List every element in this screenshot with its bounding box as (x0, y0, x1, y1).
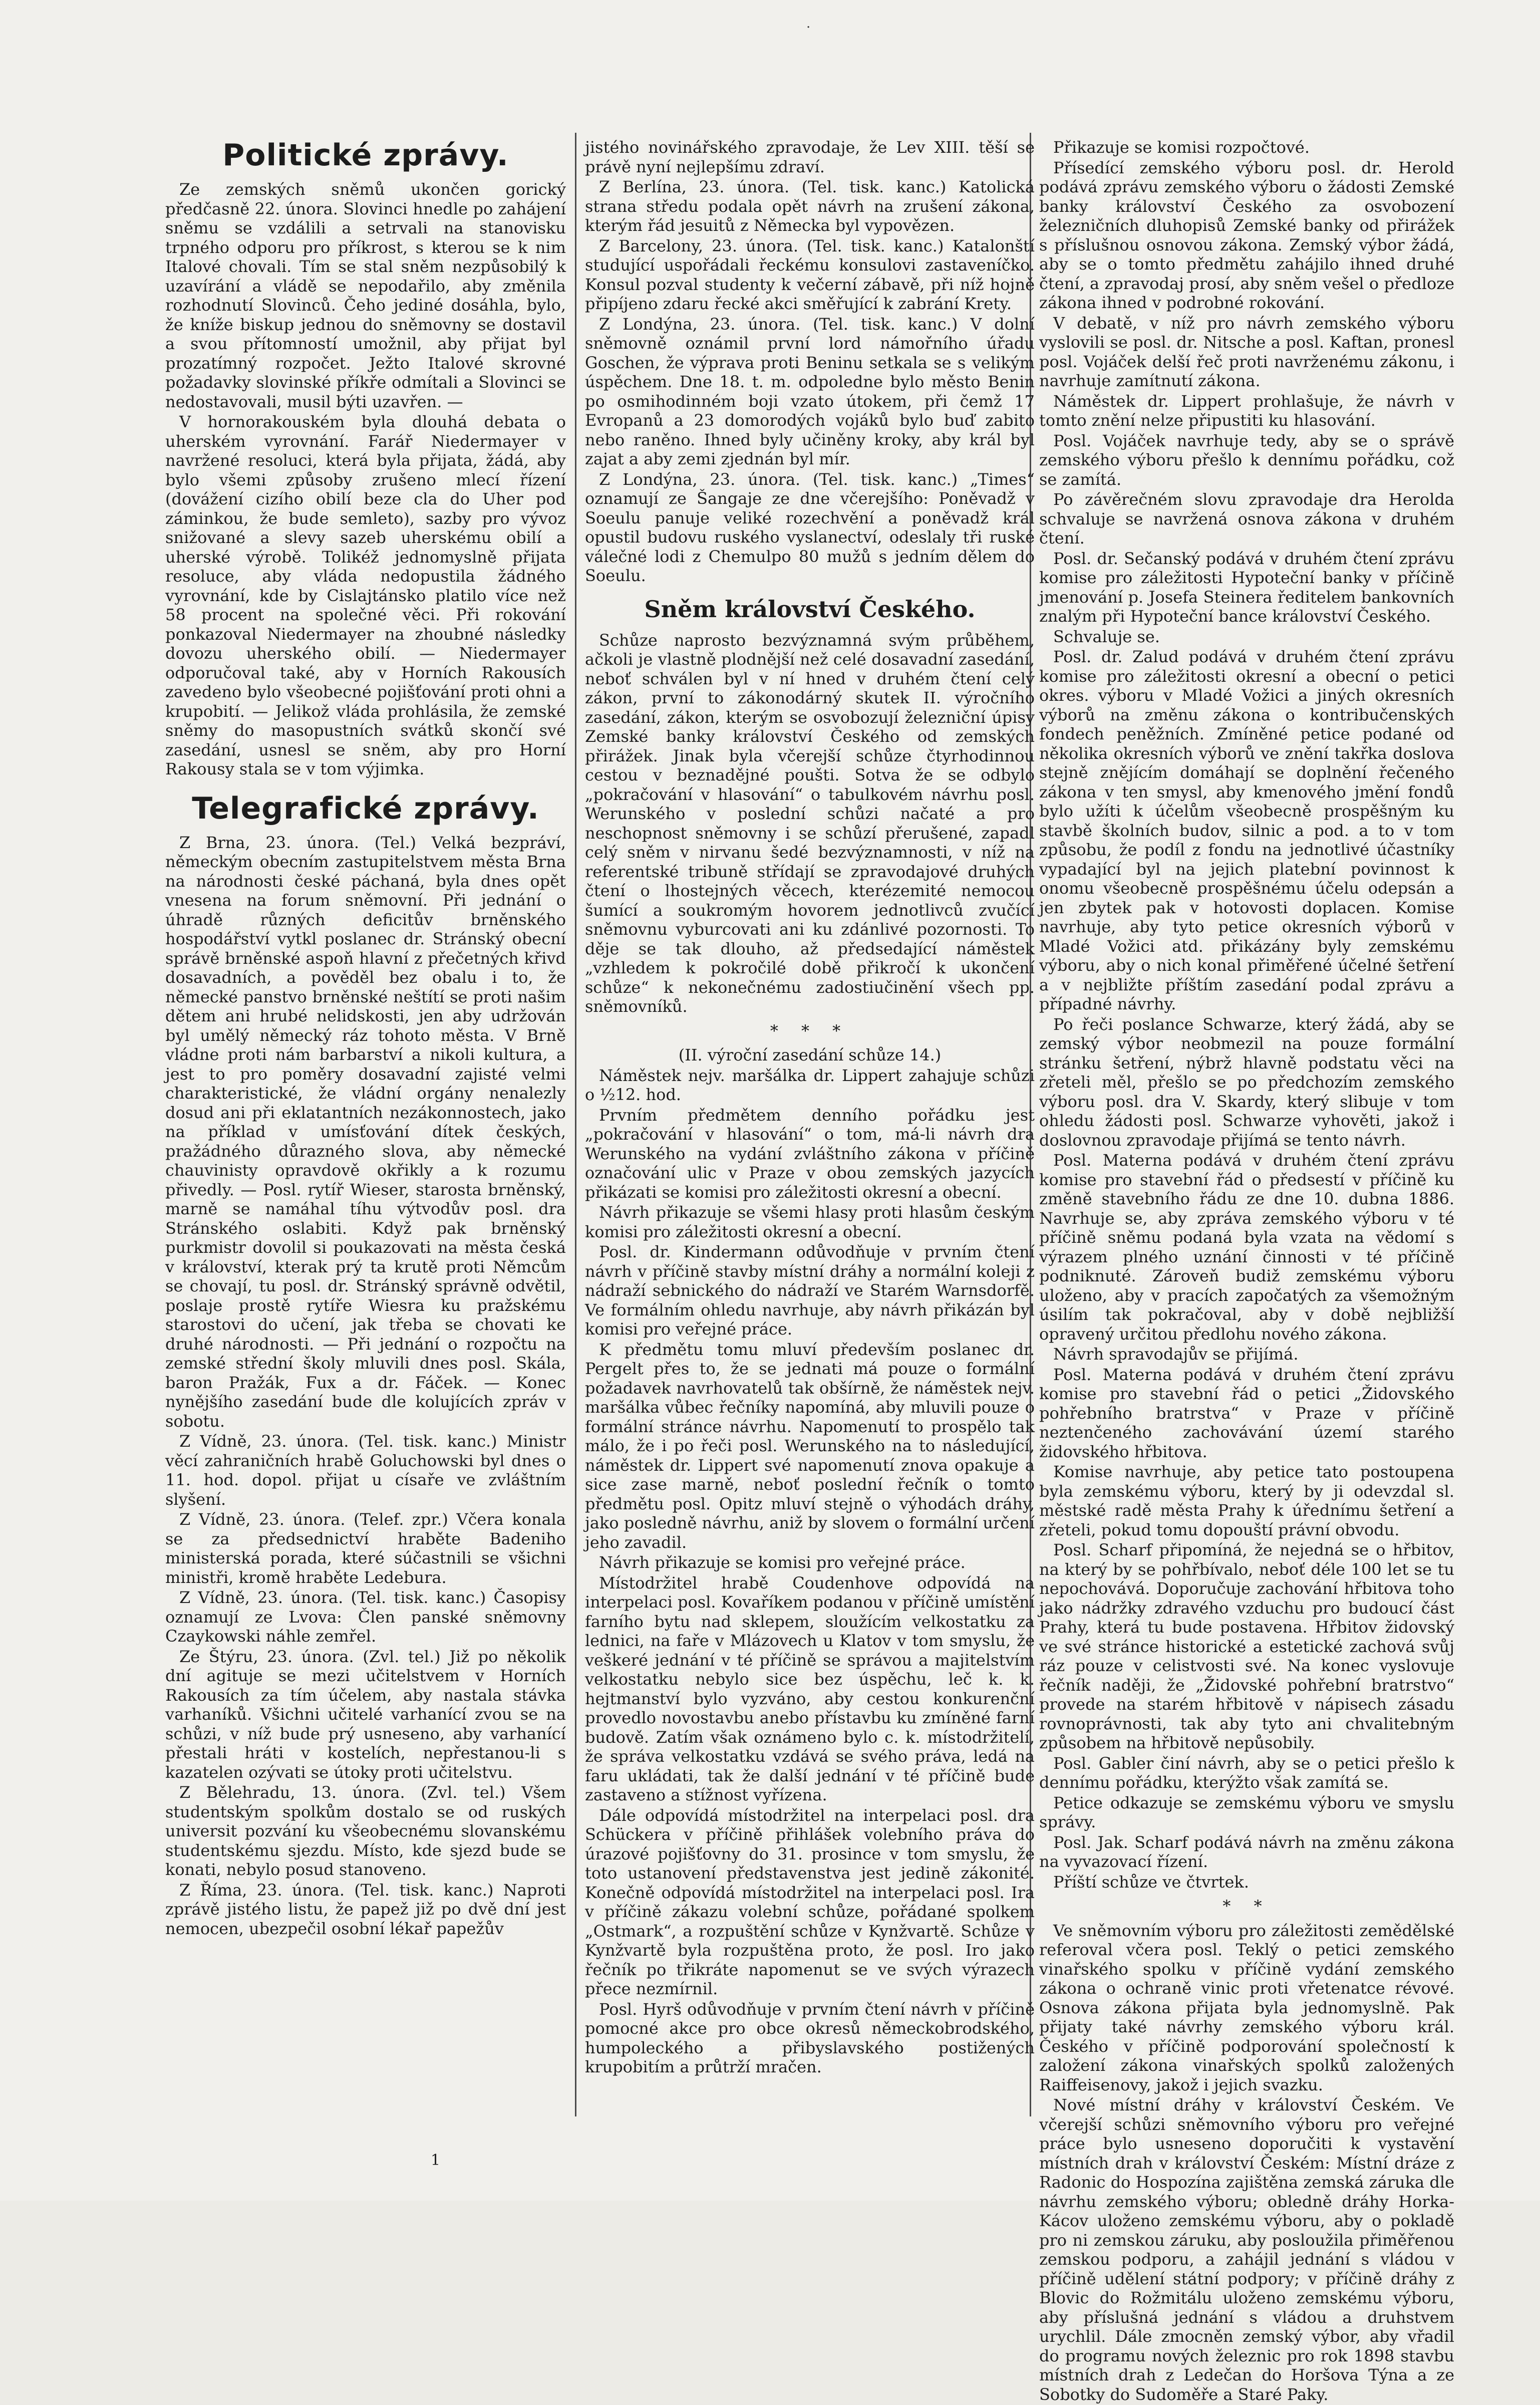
article-paragraph: Z Londýna, 23. února. (Tel. tisk. kanc.) „Times“ oznamují ze Šangaje ze dne včerejšího: Poněvadž v Soeulu panuje veliké rozechvění a poněvadž král opustil budovu ruského vyslanectví, odeslaly tři ruské válečné lodi z Chemulpo 80 mužů s jedním dělem do Soeulu. (585, 469, 1035, 585)
column-3 (1039, 138, 1454, 2405)
article-paragraph: Posl. dr. Sečanský podává v druhém čtení zprávu komise pro záležitosti Hypoteční banky v příčině jmenování p. Josefa Steinera ředitelem bankovních znalým při Hypoteční bance království Českého. (1039, 549, 1454, 626)
article-paragraph: V hornorakouském byla dlouhá debata o uherském vyrovnání. Farář Niedermayer v navržené resoluci, která byla přijata, žádá, aby bylo všemi způsoby zrušeno mlecí řízení (dovážení cizího obilí beze cla do Uher pod záminkou, že bude semleto), sazby pro vývoz snižované a slevy sazeb uherskému obilí a uherské výrobě. Tolikéž jednomyslně přijata resoluce, aby vláda nedopustila žádného vyrovnání, kde by Cislajtánsko platilo více než 58 procent na společné věci. Při rokování ponkazoval Niedermayer na zhoubné následky dovozu uherského obilí. — Niedermayer odporučoval také, aby v Horních Rakousích zavedeno bylo všeobecné pojišťování proti ohni a krupobití. — Jelikož vláda prohlásila, že zemské sněmy do masopustních svátků skončí své zasedání, usnesl se sněm, aby pro Horní Rakousy stala se v tom výjimka. (165, 412, 566, 778)
article-paragraph: Posl. Gabler činí návrh, aby se o petici přešlo k dennímu pořádku, kterýžto však zamítá se. (1039, 1753, 1454, 1792)
article-paragraph: Posl. Materna podává v druhém čtení zprávu komise pro stavební řád o petici „Židovského pohřebního bratrstva“ v Praze v příčině neztenčeného zachovávání území starého židovského hřbitova. (1039, 1365, 1454, 1461)
article-paragraph: Návrh přikazuje se všemi hlasy proti hlasům českým komisi pro záležitosti okresní a obecní. (585, 1203, 1035, 1241)
section-heading: Sněm království Českého. (644, 595, 976, 623)
article-paragraph: Posl. Hyrš odůvodňuje v prvním čtení návrh v příčině pomocné akce pro obce okresů německobrodského, humpoleckého a přibyslavského postižených krupobitím a průtrží mračen. (585, 1999, 1035, 2076)
article-paragraph: V debatě, v níž pro návrh zemského výboru vyslovili se posl. dr. Nitsche a posl. Kaftan, pronesl posl. Vojáček delší řeč proti navrženému zákonu, i navrhuje zamítnutí zákona. (1039, 313, 1454, 390)
article-paragraph: Po řeči poslance Schwarze, který žádá, aby se zemský výbor neobmezil na pouze formální stránku šetření, nýbrž hlavně podstatu věci na zřeteli měl, přešlo se po předchozím zemského výboru posl. dra V. Skardy, který slibuje v tom ohledu žádosti posl. Schwarze vyhověti, jakož i doslovnou zpravodaje přijímá se tento návrh. (1039, 1014, 1454, 1150)
article-paragraph: Dále odpovídá místodržitel na interpelaci posl. dra Schückera v příčině přihlášek volebního práva do úrazové pojišťovny do 31. prosince v tom smyslu, že toto ustanovení představenstva jest jedině zákonité. Konečně odpovídá místodržitel na interpelaci posl. Ira v příčině zákazu volební schůze, pořádané spolkem „Ostmark“, a rozpuštění schůze v Kynžvartě. Schůze v Kynžvartě byla rozpuštěna proto, že posl. Iro jako řečník po třikráte napomenut se ve svých výrazech přece nezmírnil. (585, 1805, 1035, 1998)
article-paragraph: Z Barcelony, 23. února. (Tel. tisk. kanc.) Katalonští studující uspořádali řeckému konsulovi zastaveníčko. Konsul pozval studenty k večerní zábavě, při níž hojně připíjeno zdaru řecké akci směřující k zabrání Krety. (585, 236, 1035, 313)
article-paragraph: Petice odkazuje se zemskému výboru ve smyslu správy. (1039, 1793, 1454, 1831)
article-paragraph: Ve sněmovním výboru pro záležitosti zemědělské referoval včera posl. Teklý o petici zemského vinařského spolku v příčině vydání zemského zákona o ochraně vinic proti vřetenatce révové. Osnova zákona přijata byla jednomyslně. Pak přijaty také návrhy zemského výboru král. Českého v příčině podporování společností k založení zákona vinařských spolků založených Raiffeisenovy, jakož i jejich svazku. (1039, 1921, 1454, 2094)
article-paragraph: Návrh spravodajův se přijímá. (1053, 1345, 1299, 1364)
column-1 (165, 138, 566, 1939)
article-paragraph: Schvaluje se. (1053, 627, 1160, 646)
scan-mark: · (806, 20, 811, 35)
article-paragraph: Přikazuje se komisi rozpočtové. (1053, 138, 1310, 157)
article-paragraph: Posl. Materna podává v druhém čtení zprávu komise pro stavební řád o předsestí v příčině ku změně stavebního řádu ze dne 10. dubna 1886. Navrhuje se, aby zpráva zemského výboru v té příčině sněmu podaná byla vzata na vědomí s výrazem plného uznání činnosti v té příčině podniknuté. Zároveň budiž zemskému výboru uloženo, aby v pracích započatých za všemožným úsilím tak pokračoval, aby v době nejbližší opravený určitou předlohu nového zákona. (1039, 1151, 1454, 1344)
article-paragraph: Ze Štýru, 23. února. (Zvl. tel.) Již po několik dní agituje se mezi učitelstvem v Horních Rakousích za tím účelem, aby nastala stávka varhaníků. Všichni učitelé varhanící zvou se na schůzi, v níž bude prý usneseno, aby varhanící přestali hráti v kostelích, nepřestanou-li s kazatelen ozývati se útoky proti učitelstvu. (165, 1647, 566, 1782)
article-paragraph: Posl. dr. Kindermann odůvodňuje v prvním čtení návrh v příčině stavby místní dráhy a normální koleji z nádraží sebnického do nádraží ve Starém Warnsdorfě. Ve formálním ohledu navrhuje, aby návrh přikázán byl komisi pro veřejné práce. (585, 1242, 1035, 1339)
article-paragraph: Z Berlína, 23. února. (Tel. tisk. kanc.) Katolická strana středu podala opět návrh na zrušení zákona, kterým řád jesuitů z Německa byl vypovězen. (585, 177, 1035, 235)
article-paragraph: Z Brna, 23. února. (Tel.) Velká bezpráví, německým obecním zastupitelstvem města Brna na národnosti české páchaná, byla dnes opět vnesena na forum sněmovní. Při jednání o úhradě různých deficitův brněnského hospodářství vytkl poslanec dr. Stránský obecní správě brněnské aspoň hlavní z přečetných křivd dosavadních, a pověděl bez obalu i to, že německé panstvo brněnské neštítí se proti našim dětem ani hrubé nelidskosti, jen aby udržován byl umělý německý ráz tohoto města. V Brně vládne proti nám barbarství a nikoli kultura, a jest to pro poměry dosavadní zajisté velmi charakteristické, že vládní orgány nenalezly dosud ani při eklatantních nezákonnostech, jako na příklad v umísťování dítek českých, pražádného důrazného slova, aby německé chauvinisty opravdově okřikly a k rozumu přivedly. — Posl. rytíř Wieser, starosta brněnský, marně se namáhal tíhu výtvodův posl. dra Stránského oslabiti. Když pak brněnský purkmistr dovolil si poukazovati na města česká v království, kterak prý ta krutě proti Němcům se chovají, tu posl. dr. Stránský správně odvětil, poslaje prostě rytíře Wiesra ku pražskému starostovi do učení, jak třeba se chovati ke druhé národnosti. — Při jednání o rozpočtu na zemské střední školy mluvili dnes posl. Skála, baron Pražák, Fux a dr. Fáček. — Konec nynějšího zasedání bude dle kolujících zpráv v sobotu. (165, 833, 566, 1431)
article-paragraph: Z Londýna, 23. února. (Tel. tisk. kanc.) V dolní sněmovně oznámil první lord námořního úřadu Goschen, že výprava proti Beninu setkala se s velikým úspěchem. Dne 18. t. m. odpoledne bylo město Benin po osmihodinném boji vzato útokem, při čemž 17 Evropanů a 23 domorodých vojáků bylo buď zabito nebo raněno. Ihned byly učiněny kroky, aby král byl zajat a aby zemi zjednán byl mír. (585, 314, 1035, 468)
article-paragraph: Místodržitel hrabě Coudenhove odpovídá na interpelaci posl. Kovaříkem podanou v příčině umístění farního bytu nad sklepem, sloužícím velkostatku za lednici, na faře v Mlázovech u Klatov v tom smyslu, že veškeré jednání v té příčině se správou a majitelstvím velkostatku nebylo sice bez úspěchu, leč k. k. hejtmanství bylo vyzváno, aby cestou konkurenční provedlo novostavbu anebo přístavbu ku zmíněné farní budově. Zatím však oznámeno bylo c. k. místodržitelí, že správa velkostatku vzdává se svého práva, ledá na faru ukládati, tak že další jednání v té příčině bude zastaveno a stížnost vyřízena. (585, 1573, 1035, 1804)
article-paragraph: Z Říma, 23. února. (Tel. tisk. kanc.) Naproti zprávě jistého listu, že papež již po dvě dní jest nemocen, ubezpečil osobní lékař papežův (165, 1880, 566, 1938)
article-paragraph: Prvním předmětem denního pořádku jest „pokračování v hlasování“ o tom, má-li návrh dra Werunského na vydání zvláštního zákona v příčině označování ulic v Praze v obou zemských jazycích přikázati se komisi pro záležitosti okresní a obecní. (585, 1105, 1035, 1202)
article-paragraph: Posl. dr. Zalud podává v druhém čtení zprávu komise pro záležitosti okresní a obecní o petici okres. výboru v Mladé Vožici a jiných okresních výborů na změnu zákona o kontribučenských fondech peněžních. Zmíněné petice podané od několika okresních výborů ve znění takřka doslova stejně znějícím domáhají se doplnění řečeného zákona v ten smysl, aby kmenového jmění fondů bylo užíti k účelům všeobecně prospěšným ku stavbě školních budov, silnic a pod. a to v tom způsobu, že podíl z fondu na jednotlivé účastníky vypadající byl na jejich platební povinnost k onomu všeobecně prospěšnému účelu odepsán a jen zbytek pak v hotovosti doplacen. Komise navrhuje, aby tyto petice okresních výborů v Mladé Vožici atd. přikázány byly zemskému výboru, aby o nich konal přiměřené účelné šetření a v nejbližte příštím zasedání podal zprávu a případné návrhy. (1039, 647, 1454, 1013)
article-paragraph: Náměstek dr. Lippert prohlašuje, že návrh v tomto znění nelze připustiti ku hlasování. (1039, 391, 1454, 430)
article-paragraph: Schůze naprosto bezvýznamná svým průběhem, ačkoli je vlastně plodnější než celé dosavadní zasedání, neboť schválen byl v ní hned v druhém čtení celý zákon, první to zákonodárný skutek II. výročního zasedání, zákon, kterým se osvobozují železniční úpisy Zemské banky království Českého od zemských přirážek. Jinak byla včerejší schůze čtyrhodinnou cestou v beznadějné poušti. Sotva že se odbylo „pokračování v hlasování“ o tabulkovém návrhu posl. Werunského v poslední schůzi načaté a pro neschopnost sněmovny i se schůzí přerušené, zapadl celý sněm v nirvanu šedé bezvýznamnosti, v níž na referentské tribuně střídají se zpravodajové druhých čtení o lhostejných věcech, kterézemité nemocou šumící a soukromým hovorem jednotlivců zvučící sněmovnu vyburcovati ani ku zdánlivé pozornosti. To děje se tak dlouho, až předsedající náměstek „vzhledem k pokročilé době přikročí k ukončení schůze“ k nekonečnému zadostiučinění všech pp. sněmovníků. (585, 630, 1035, 1016)
article-paragraph: Z Vídně, 23. února. (Tel. tisk. kanc.) Časopisy oznamují ze Lvova: Člen panské sněmovny Czaykowski náhle zemřel. (165, 1588, 566, 1646)
session-subheading: (II. výroční zasedání schůze 14.) (678, 1045, 942, 1064)
article-paragraph: Posl. Scharf připomíná, že nejedná se o hřbitov, na který by se pohřbívalo, neboť déle 100 let se tu nepochovává. Doporučuje zachování hřbitova toho jako nádržky zdravého vzduchu pro budoucí část Prahy, která tu bude postavena. Hřbitov židovský ve své stránce historické a estetické zachová svůj ráz pouze v celistvosti své. Na konec vyslovuje řečník naději, že „Židovské pohřební bratrstvo“ provede na starém hřbitově v nápisech zásadu rovnoprávnosti, tak aby tyto ani chvalitebným způsobem na hřbitově nepůsobily. (1039, 1540, 1454, 1752)
article-paragraph: Příští schůze ve čtvrtek. (1053, 1872, 1249, 1892)
section-heading: Politické zprávy. (222, 138, 509, 173)
article-paragraph: Nové místní dráhy v království Českém. Ve včerejší schůzi sněmovního výboru pro veřejné práce bylo usneseno doporučiti k vystavění místních drah v království Českém: Místní dráze z Radonic do Hospozína zajištěna zemská záruka dle návrhu zemského výboru; obledně dráhy Horka-Kácov uloženo zemskému výboru, aby o pokladě pro ni zemskou záruku, aby posloužila přiměřenou zemskou podporu, a zahájil jednání s vládou v příčině udělení státní podpory; v příčině dráhy z Blovic do Rožmitálu uloženo zemskému výboru, aby příslušná jednání s vládou a druhstvem urychlil. Dále zmocněn zemský výbor, aby vřadil do programu nových železnic pro rok 1898 stavbu místních drah z Ledečan do Horšova Týna a ze Sobotky do Sudoměře a Staré Paky. (1039, 2095, 1454, 2404)
separator-stars: * * * (770, 1021, 850, 1040)
separator-stars: * * (1222, 1897, 1271, 1916)
article-paragraph: Komise navrhuje, aby petice tato postoupena byla zemskému výboru, který by ji odevzdal sl. městské radě města Prahy k úřednímu šetření a zřeteli, pokud tomu dopouští právní obvodu. (1039, 1462, 1454, 1539)
article-paragraph: Po závěrečném slovu zpravodaje dra Herolda schvaluje se navržená osnova zákona v druhém čtení. (1039, 490, 1454, 548)
article-paragraph: Přísedící zemského výboru posl. dr. Herold podává zprávu zemského výboru o žádosti Zemské banky království Českého za osvobození železničních dluhopisů Zemské banky od přirážek s příslušnou osnovou zákona. Zemský výbor žádá, aby se o tomto předmětu zahájilo ihned druhé čtení, a zpravodaj prosí, aby sněm vešel o předloze zákona ihned v podrobné rokování. (1039, 158, 1454, 312)
article-paragraph: Z Vídně, 23. února. (Telef. zpr.) Včera konala se za předsednictví hraběte Badeniho ministerská porada, které súčastnili se všichni ministři, kromě hraběte Ledebura. (165, 1510, 566, 1587)
article-paragraph: K předmětu tomu mluví především poslanec dr. Pergelt přes to, že se jednati má pouze o formální požadavek navrhovatelů tak obšírně, že náměstek nejv. maršálka vůbec řečníky napomíná, aby mluvili pouze o formální stránce návrhu. Napomenutí to prospělo tak málo, že i po řeči posl. Werunského na to následující, náměstek dr. Lippert své napomenutí znova opakuje a sice zase marně, neboť poslední řečník o tomto předmětu posl. Opitz mluví stejně o výhodách dráhy, jako posledně návrhu, aniž by slovem o formální určení jeho zavadil. (585, 1340, 1035, 1552)
page-number: 1 (431, 2152, 441, 2169)
article-paragraph: jistého novinářského zpravodaje, že Lev XIII. těší se právě nyní nejlepšímu zdraví. (585, 138, 1035, 176)
article-paragraph: Z Vídně, 23. února. (Tel. tisk. kanc.) Ministr věcí zahraničních hrabě Goluchowski byl dnes o 11. hod. dopol. přijat u císaře ve zvláštním slyšení. (165, 1432, 566, 1509)
article-paragraph: Náměstek nejv. maršálka dr. Lippert zahajuje schůzi o ½12. hod. (585, 1065, 1035, 1104)
article-paragraph: Posl. Jak. Scharf podává návrh na změnu zákona na vyvazovací řízení. (1039, 1832, 1454, 1871)
column-divider (575, 133, 576, 2116)
article-paragraph: Návrh přikazuje se komisi pro veřejné práce. (599, 1553, 966, 1572)
column-2 (585, 138, 1035, 2078)
article-paragraph: Posl. Vojáček navrhuje tedy, aby se o správě zemského výboru přešlo k dennímu pořádku, což se zamítá. (1039, 431, 1454, 489)
article-paragraph: Z Bělehradu, 13. února. (Zvl. tel.) Všem studentským spolkům dostalo se od ruských universit pozvání ku všeobecnému slovanskému studentskému sjezdu. Místo, kde sjezd bude se konati, nebylo posud stanoveno. (165, 1783, 566, 1879)
section-heading: Telegrafické zprávy. (192, 790, 539, 826)
article-paragraph: Ze zemských sněmů ukončen gorický předčasně 22. února. Slovinci hnedle po zahájení sněmu se vzdálili a setrvali na stanovisku trpného odporu pro příkrost, s kterou se k nim Italové chovali. Tím se stal sněm nezpůsobilý k uzavírání a vládě se nepodařilo, aby změnila rozhodnutí Slovinců. Čeho jediné dosáhla, bylo, že kníže biskup jednou do sněmovny se dostavil a svou přítomností umožnil, aby přijat byl prozatímný rozpočet. Ježto Italové skrovné požadavky slovinské příkře odmítali a Slovinci se nedostavovali, musil býti uzavřen. — (165, 180, 566, 411)
